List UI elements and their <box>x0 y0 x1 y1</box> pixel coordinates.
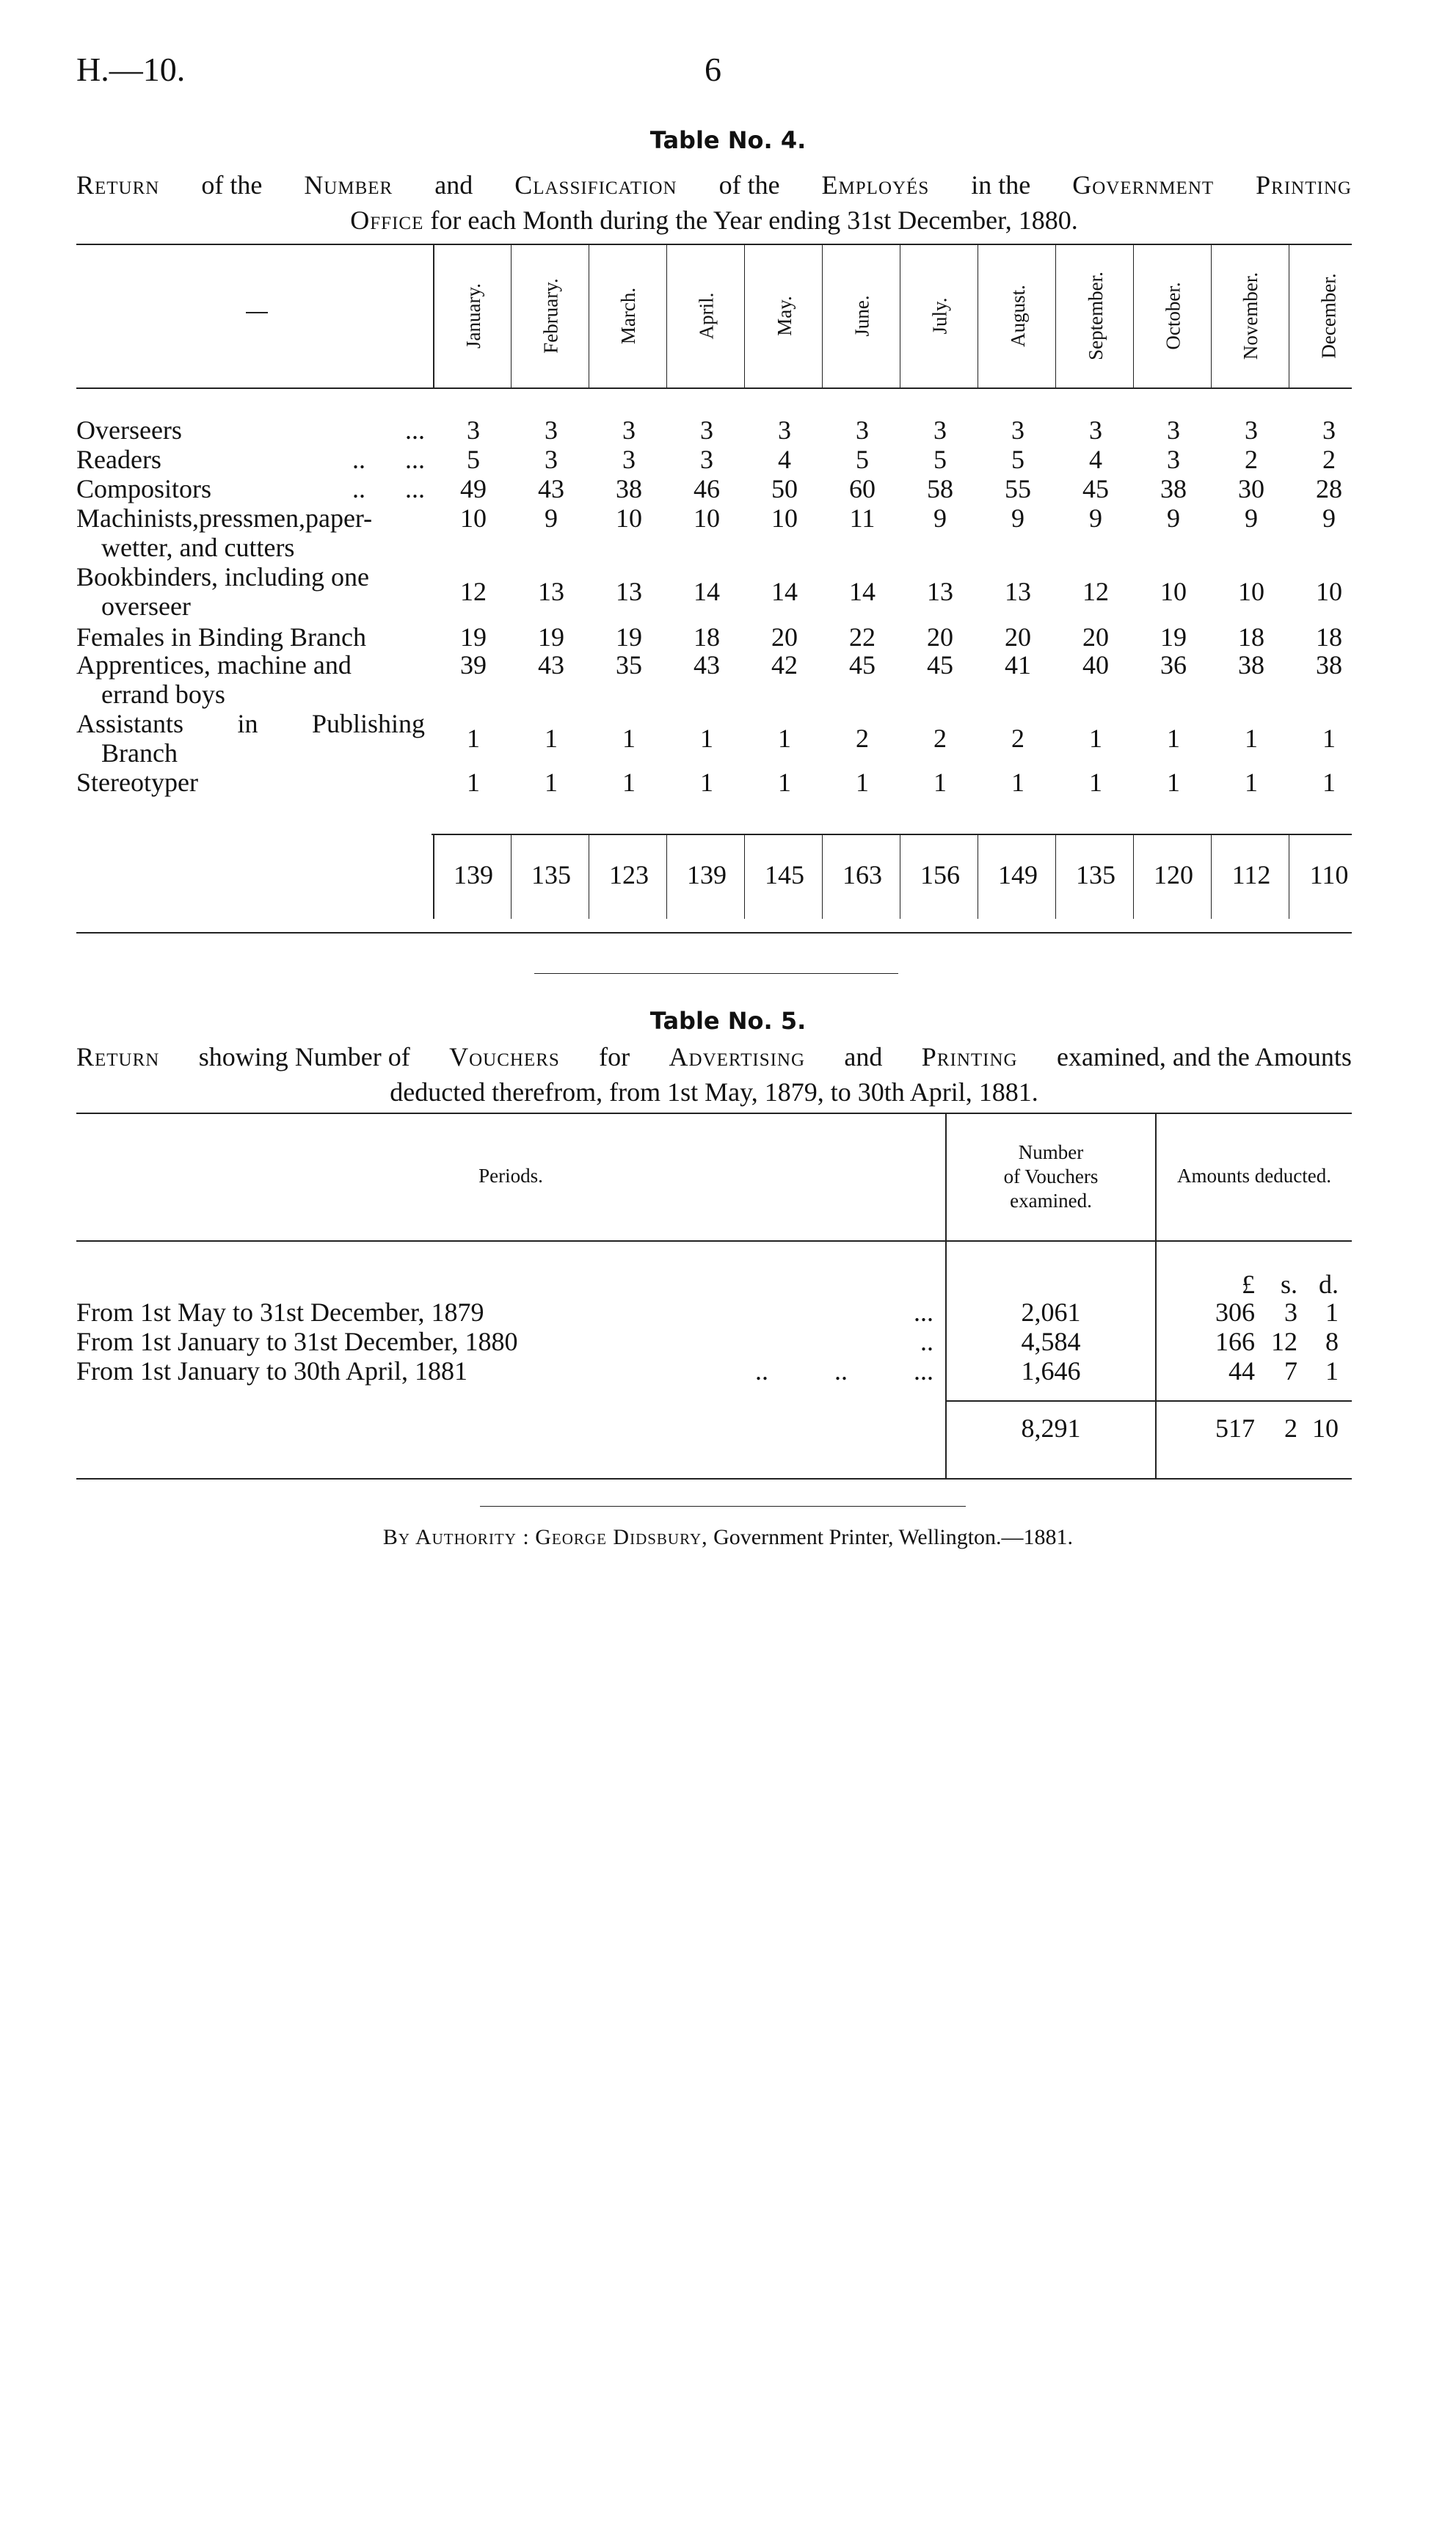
column-header-periods: Periods. <box>478 1165 543 1187</box>
table-cell: 10 <box>1238 577 1264 606</box>
row-label-text: Assistants in Publishing <box>76 709 425 738</box>
table-rule <box>76 932 1352 934</box>
table-cell: 9 <box>1011 503 1024 533</box>
shillings-value: 3 <box>1284 1298 1297 1327</box>
row-label-text: Females in Binding Branch <box>76 622 366 652</box>
row-label-text: Stereotyper <box>76 768 198 797</box>
month-header <box>434 251 512 380</box>
caption-word: for <box>599 1042 630 1071</box>
caption-word: Classification <box>514 170 677 200</box>
table-cell: 1 <box>778 768 791 797</box>
table-cell: 13 <box>616 577 642 606</box>
total-shillings: 2 <box>1284 1413 1297 1443</box>
row-label-text: Apprentices, machine and <box>76 650 352 680</box>
month-label: April. <box>695 292 718 339</box>
caption-word: of the <box>201 170 263 200</box>
table-cell: 5 <box>467 445 480 474</box>
vouchers-value: 4,584 <box>1021 1327 1081 1356</box>
table-cell: 3 <box>700 415 713 445</box>
table-cell: 1 <box>622 724 636 753</box>
month-header <box>512 251 590 380</box>
table-cell: 1 <box>1167 768 1180 797</box>
month-header <box>1290 251 1368 380</box>
vouchers-value: 2,061 <box>1021 1298 1081 1327</box>
table-cell: 20 <box>771 622 798 652</box>
caption-word: Government <box>1072 170 1215 200</box>
table-cell: 4 <box>778 445 791 474</box>
table-cell: 18 <box>1316 622 1342 652</box>
row-label-line <box>76 562 425 592</box>
document-code: H.—10. <box>76 51 186 88</box>
caption-word: examined, and the Amounts <box>1056 1042 1352 1071</box>
table-cell: 1 <box>545 768 558 797</box>
table-cell: 20 <box>1005 622 1031 652</box>
month-label: June. <box>851 294 873 337</box>
table-cell: 9 <box>933 503 947 533</box>
table-cell: 22 <box>849 622 876 652</box>
row-label-line <box>76 445 425 474</box>
row-label-continuation: Branch <box>101 738 178 768</box>
table-cell: 1 <box>700 724 713 753</box>
table-cell: 1 <box>778 724 791 753</box>
table-cell: 1 <box>1011 768 1024 797</box>
table-cell: 41 <box>1005 650 1031 680</box>
row-label-line <box>76 768 425 797</box>
caption-line: deducted therefrom, from 1st May, 1879, to 30th April, 1881. <box>390 1077 1038 1107</box>
caption-word: and <box>844 1042 883 1071</box>
footer-by: By Authority : <box>382 1525 530 1549</box>
total-cell: 112 <box>1231 860 1271 889</box>
month-header <box>823 251 901 380</box>
row-label-continuation: errand boys <box>101 680 225 709</box>
month-label: August. <box>1006 284 1029 347</box>
row-label <box>76 445 425 474</box>
table5-caption <box>76 1039 1352 1110</box>
row-label <box>76 622 425 652</box>
row-label-continuation: wetter, and cutters <box>101 533 295 562</box>
table-cell: 3 <box>1167 445 1180 474</box>
table-cell: 1 <box>1089 768 1102 797</box>
table-cell: 30 <box>1238 474 1264 503</box>
table-cell: 50 <box>771 474 798 503</box>
caption-word: in the <box>971 170 1031 200</box>
table-cell: 38 <box>1316 650 1342 680</box>
footer-printer-name: George Didsbury, <box>535 1525 708 1549</box>
pounds-value: 306 <box>1215 1298 1255 1327</box>
currency-pence-label: d. <box>1319 1270 1339 1299</box>
table-cell: 9 <box>1322 503 1336 533</box>
table-cell: 3 <box>856 415 869 445</box>
table-cell: 42 <box>771 650 798 680</box>
table-cell: 43 <box>538 474 564 503</box>
row-label <box>76 415 425 445</box>
table-rule <box>76 244 1352 245</box>
month-label: September. <box>1084 271 1107 360</box>
table-cell: 2 <box>1245 445 1258 474</box>
table-cell: 39 <box>460 650 487 680</box>
table-cell: 1 <box>467 768 480 797</box>
table-cell: 1 <box>933 768 947 797</box>
row-label <box>76 768 425 797</box>
table-cell: 1 <box>856 768 869 797</box>
table-cell: 2 <box>856 724 869 753</box>
caption-word: of the <box>718 170 780 200</box>
row-label <box>76 562 425 621</box>
table-cell: 12 <box>1082 577 1109 606</box>
table-cell: 38 <box>1238 650 1264 680</box>
table-cell: 5 <box>856 445 869 474</box>
pence-value: 1 <box>1325 1356 1339 1386</box>
pounds-value: 166 <box>1215 1327 1255 1356</box>
table-cell: 55 <box>1005 474 1031 503</box>
pence-value: 8 <box>1325 1327 1339 1356</box>
row-label <box>76 650 425 709</box>
table-cell: 60 <box>849 474 876 503</box>
table-cell: 14 <box>694 577 720 606</box>
table-cell: 3 <box>1011 415 1024 445</box>
row-label-text: Readers <box>76 445 161 474</box>
table-cell: 1 <box>1245 724 1258 753</box>
month-header <box>1135 251 1212 380</box>
table-cell: 5 <box>933 445 947 474</box>
table-cell: 4 <box>1089 445 1102 474</box>
table-cell: 9 <box>545 503 558 533</box>
total-cell: 163 <box>842 860 882 889</box>
total-cell: 135 <box>1076 860 1115 889</box>
period-label: From 1st January to 31st December, 1880 <box>76 1327 518 1356</box>
row-label-line <box>76 474 425 503</box>
row-label <box>76 474 425 503</box>
table-rule <box>432 834 1352 835</box>
table-cell: 11 <box>849 503 876 533</box>
table-cell: 2 <box>933 724 947 753</box>
table-rule <box>947 1400 1352 1402</box>
table-cell: 10 <box>1316 577 1342 606</box>
table-cell: 46 <box>694 474 720 503</box>
table-cell: 43 <box>694 650 720 680</box>
table-cell: 28 <box>1316 474 1342 503</box>
total-cell: 139 <box>454 860 493 889</box>
table-cell: 10 <box>771 503 798 533</box>
table-cell: 1 <box>700 768 713 797</box>
header-dash <box>246 312 268 313</box>
caption-line: for each Month during the Year ending 31st December, 1880. <box>430 205 1078 235</box>
month-header <box>1212 251 1290 380</box>
section-divider <box>534 973 898 974</box>
table-cell: 1 <box>1089 724 1102 753</box>
table-cell: 45 <box>849 650 876 680</box>
imprint-footer <box>0 1525 1456 1550</box>
table-cell: 3 <box>1322 415 1336 445</box>
row-label-text: Compositors <box>76 474 212 503</box>
table-cell: 18 <box>1238 622 1264 652</box>
table-cell: 43 <box>538 650 564 680</box>
table-cell: 9 <box>1089 503 1102 533</box>
table-cell: 3 <box>778 415 791 445</box>
month-header <box>668 251 746 380</box>
caption-word: Office <box>350 205 424 235</box>
footer-rule <box>480 1506 966 1507</box>
caption-word: Vouchers <box>449 1042 560 1071</box>
caption-word: Printing <box>1256 170 1352 200</box>
table-cell: 2 <box>1011 724 1024 753</box>
table-cell: 3 <box>545 445 558 474</box>
table-cell: 35 <box>616 650 642 680</box>
caption-word: Return <box>76 1042 160 1071</box>
total-cell: 156 <box>920 860 960 889</box>
shillings-value: 12 <box>1271 1327 1297 1356</box>
leader-dots: .. ... <box>352 445 425 474</box>
table-cell: 10 <box>616 503 642 533</box>
row-label-line <box>76 415 425 445</box>
table-cell: 14 <box>771 577 798 606</box>
table4-title: Table No. 4. <box>649 126 807 154</box>
currency-pounds-label: £ <box>1242 1270 1255 1299</box>
table-cell: 49 <box>460 474 487 503</box>
table-cell: 3 <box>1167 415 1180 445</box>
total-cell: 123 <box>609 860 649 889</box>
table-cell: 19 <box>460 622 487 652</box>
row-label-line <box>76 622 425 652</box>
table-rule <box>76 1113 1352 1114</box>
row-label-text: Overseers <box>76 415 182 445</box>
table-cell: 10 <box>460 503 487 533</box>
table-cell: 36 <box>1160 650 1187 680</box>
month-label: February. <box>539 277 562 354</box>
total-cell: 149 <box>998 860 1038 889</box>
month-label: July. <box>928 296 951 335</box>
month-label: October. <box>1162 281 1184 350</box>
row-label-line <box>76 650 425 680</box>
total-cell: 135 <box>531 860 571 889</box>
table-cell: 9 <box>1245 503 1258 533</box>
table-cell: 19 <box>616 622 642 652</box>
month-header <box>979 251 1057 380</box>
table-cell: 1 <box>1322 724 1336 753</box>
total-cell: 139 <box>687 860 727 889</box>
header-line: examined. <box>1010 1190 1092 1212</box>
row-label <box>76 709 425 768</box>
table5-title: Table No. 5. <box>649 1007 807 1035</box>
caption-word: and <box>434 170 473 200</box>
table-cell: 13 <box>927 577 953 606</box>
total-pounds: 517 <box>1215 1413 1255 1443</box>
header-line: of Vouchers <box>1003 1165 1099 1187</box>
row-label-line <box>76 503 425 533</box>
table-cell: 13 <box>1005 577 1031 606</box>
table-cell: 40 <box>1082 650 1109 680</box>
column-header-amounts: Amounts deducted. <box>1177 1165 1331 1187</box>
month-header <box>590 251 668 380</box>
total-cell: 120 <box>1154 860 1193 889</box>
table-rule <box>76 1478 1352 1480</box>
table-cell: 20 <box>927 622 953 652</box>
table-cell: 3 <box>622 445 636 474</box>
table-cell: 1 <box>545 724 558 753</box>
month-label: May. <box>773 295 796 336</box>
month-label: December. <box>1317 272 1340 359</box>
table-cell: 19 <box>1160 622 1187 652</box>
table-cell: 9 <box>1167 503 1180 533</box>
table-cell: 3 <box>545 415 558 445</box>
table-cell: 10 <box>694 503 720 533</box>
table-rule <box>76 387 1352 389</box>
table-cell: 18 <box>694 622 720 652</box>
table-cell: 3 <box>1089 415 1102 445</box>
table-cell: 38 <box>616 474 642 503</box>
table-cell: 3 <box>467 415 480 445</box>
table-cell: 3 <box>700 445 713 474</box>
month-label: March. <box>617 287 640 344</box>
table-cell: 38 <box>1160 474 1187 503</box>
row-label-text: Bookbinders, including one <box>76 562 369 592</box>
total-cell: 110 <box>1309 860 1349 889</box>
currency-shillings-label: s. <box>1280 1270 1297 1299</box>
table-cell: 10 <box>1160 577 1187 606</box>
leader-dots: .. <box>920 1327 933 1356</box>
table4-caption <box>76 167 1352 238</box>
table-cell: 1 <box>1167 724 1180 753</box>
row-label-text: Machinists,pressmen,paper- <box>76 503 373 533</box>
leader-dots: .. ... <box>352 474 425 503</box>
month-header <box>746 251 823 380</box>
table-cell: 45 <box>927 650 953 680</box>
month-header <box>1057 251 1135 380</box>
shillings-value: 7 <box>1284 1356 1297 1386</box>
row-label <box>76 503 425 562</box>
table-cell: 1 <box>467 724 480 753</box>
caption-word: Employés <box>821 170 930 200</box>
page-number: 6 <box>705 51 721 88</box>
leader-dots: ... <box>405 415 425 445</box>
caption-word: Number <box>304 170 393 200</box>
table-cell: 12 <box>460 577 487 606</box>
row-label-continuation: overseer <box>101 592 191 621</box>
table-cell: 13 <box>538 577 564 606</box>
footer-rest: Government Printer, Wellington.—1881. <box>713 1525 1074 1549</box>
month-label: January. <box>462 283 484 349</box>
header-line: Number <box>1018 1141 1084 1163</box>
column-header-vouchers <box>947 1140 1155 1213</box>
table-cell: 1 <box>1245 768 1258 797</box>
table-cell: 3 <box>622 415 636 445</box>
table-cell: 14 <box>849 577 876 606</box>
month-label: November. <box>1240 272 1262 360</box>
table-cell: 5 <box>1011 445 1024 474</box>
table-cell: 19 <box>538 622 564 652</box>
table-rule <box>76 1240 1352 1242</box>
caption-word: Advertising <box>669 1042 806 1071</box>
total-pence: 10 <box>1312 1413 1339 1443</box>
table-cell: 1 <box>622 768 636 797</box>
caption-word: Return <box>76 170 160 200</box>
total-cell: 145 <box>765 860 804 889</box>
row-label-line <box>76 709 425 738</box>
caption-word: Printing <box>921 1042 1018 1071</box>
table-cell: 45 <box>1082 474 1109 503</box>
pence-value: 1 <box>1325 1298 1339 1327</box>
table-cell: 3 <box>1245 415 1258 445</box>
table-cell: 3 <box>933 415 947 445</box>
caption-word: showing Number of <box>198 1042 410 1071</box>
pounds-value: 44 <box>1228 1356 1255 1386</box>
total-vouchers: 8,291 <box>1021 1413 1081 1443</box>
table-cell: 58 <box>927 474 953 503</box>
vouchers-value: 1,646 <box>1021 1356 1081 1386</box>
table-cell: 20 <box>1082 622 1109 652</box>
table-cell: 2 <box>1322 445 1336 474</box>
leader-dots: ... <box>914 1298 933 1327</box>
leader-dots: .. .. ... <box>755 1356 933 1386</box>
period-label: From 1st January to 30th April, 1881 <box>76 1356 467 1386</box>
period-label: From 1st May to 31st December, 1879 <box>76 1298 484 1327</box>
month-header <box>901 251 979 380</box>
table-cell: 1 <box>1322 768 1336 797</box>
